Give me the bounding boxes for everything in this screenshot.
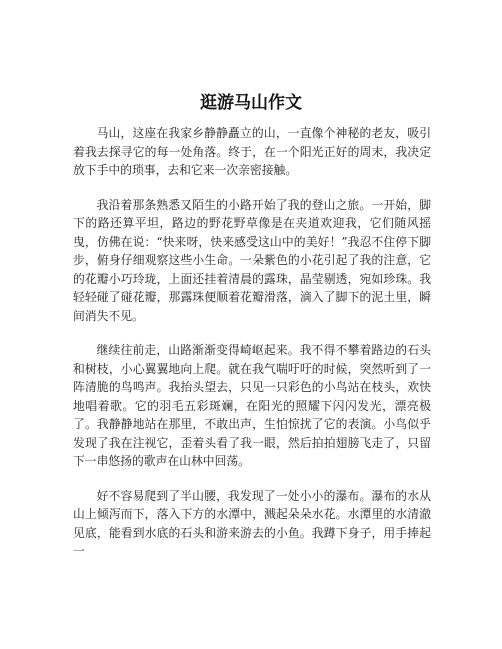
document-body [73, 124, 431, 577]
paragraph-2: 我沿着那条熟悉又陌生的小路开始了我的登山之旅。一开始，脚下的路还算平坦，路边的野花野草像是在夹道欢迎我，它们随风摇曳，仿佛在说：“快来呀，快来感受这山中的美好！”我忍不住停下脚步，俯身仔细观察这些小生命。一朵紫色的小花引起了我的注意，它的花瓣小巧玲珑，上面还挂着清晨的露珠，晶莹剔透，宛如珍珠。我轻轻碰了碰花瓣，那露珠便顺着花瓣滑落，滴入了脚下的泥土里，瞬间消失不见。 [73, 197, 431, 323]
paragraph-4: 好不容易爬到了半山腰，我发现了一处小小的瀑布。瀑布的水从山上倾泻而下，落入下方的水潭中，溅起朵朵水花。水潭里的水清澈见底，能看到水底的石头和游来游去的小鱼。我蹲下身子，用手捧起一 [73, 488, 431, 558]
paragraph-1: 马山，这座在我家乡静静矗立的山，一直像个神秘的老友，吸引着我去探寻它的每一处角落。终于，在一个阳光正好的周末，我决定放下手中的琐事，去和它来一次亲密接触。 [73, 126, 431, 177]
paragraph-3: 继续往前走，山路渐渐变得崎岖起来。我不得不攀着路边的石头和树枝，小心翼翼地向上爬。就在我气喘吁吁的时候，突然听到了一阵清脆的鸟鸣声。我抬头望去，只见一只彩色的小鸟站在枝头，欢快地唱着歌。它的羽毛五彩斑斓，在阳光的照耀下闪闪发光，漂亮极了。我静静地站在那里，不敢出声，生怕惊扰了它的表演。小鸟似乎发现了我在注视它，歪着头看了我一眼，然后拍拍翅膀飞走了，只留下一串悠扬的歌声在山林中回荡。 [73, 343, 431, 468]
document-title: 逛游马山作文 [200, 93, 302, 113]
